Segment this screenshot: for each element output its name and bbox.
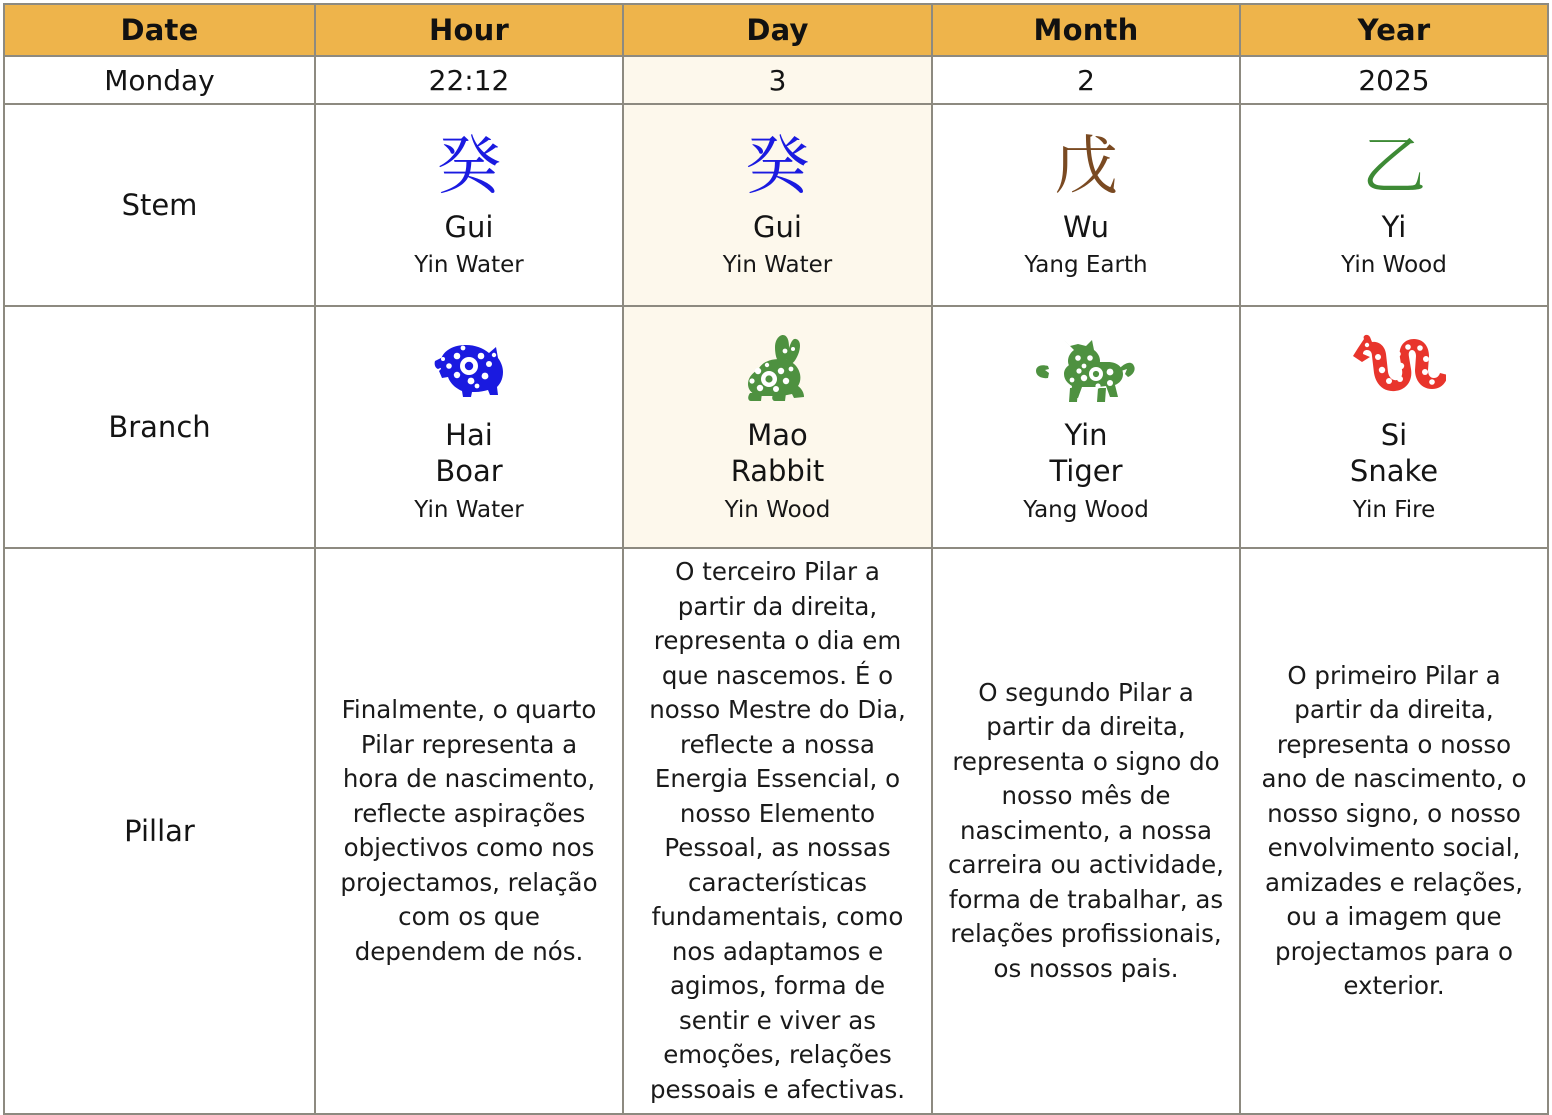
stem-cell-hour [315, 104, 623, 306]
stem-pinyin-year: Yi [1381, 209, 1407, 244]
pillar-description-month: O segundo Pilar a partir da direita, representa o signo do nosso mês de nascimento, a nossa carreira ou actividade, forma de trabalhar, as relações profissionais, os nossos pais. [948, 677, 1224, 983]
branch-element-month: Yang Wood [1023, 496, 1149, 523]
snake-icon [1339, 331, 1449, 409]
stem-pinyin-hour: Gui [444, 209, 494, 244]
date-day-value: 3 [623, 56, 932, 104]
branch-animal-month: Tiger [1049, 453, 1123, 488]
date-weekday-value: Monday [4, 56, 315, 104]
stem-element-month: Yang Earth [1024, 251, 1148, 278]
branch-element-year: Yin Fire [1352, 496, 1436, 523]
stem-pinyin-day: Gui [753, 209, 802, 244]
pillar-cell-day [623, 548, 932, 1114]
stem-pinyin-month: Wu [1062, 209, 1110, 244]
branch-animal-day: Rabbit [730, 453, 825, 488]
pillar-cell-hour [315, 548, 623, 1114]
column-header-day: Day [623, 4, 932, 56]
pillar-description-day: O terceiro Pilar a partir da direita, representa o dia em que nascemos. É o nosso Mestre do Dia, reflecte a nossa Energia Essencial, o nosso Elemento Pessoal, as nossas características fundamentais, como nos adaptamos e agimos, forma de sentir e viver as emoções, relações pessoais e afectivas. [649, 557, 906, 1104]
branch-cell-day [623, 306, 932, 548]
date-values-row [4, 56, 1548, 104]
stem-cell-year [1240, 104, 1548, 306]
date-year-value: 2025 [1240, 56, 1548, 104]
pillar-row [4, 548, 1548, 1114]
stem-hanzi-year: 乙 [1362, 129, 1426, 204]
table-header-row [4, 4, 1548, 56]
stem-element-day: Yin Water [722, 251, 833, 278]
branch-row [4, 306, 1548, 548]
column-header-month: Month [932, 4, 1240, 56]
row-label-branch: Branch [4, 306, 315, 548]
stem-element-year: Yin Wood [1341, 251, 1447, 278]
pillar-description-hour: Finalmente, o quarto Pilar representa a hora de nascimento, reflecte aspirações objectivos como nos projectamos, relação com os que dependem de nós. [340, 695, 598, 966]
branch-name-hour: Hai [445, 417, 493, 452]
boar-icon [414, 331, 524, 409]
bazi-chart-sheet [0, 3, 1552, 1104]
branch-name-month: Yin [1064, 417, 1108, 452]
column-header-hour: Hour [315, 4, 623, 56]
pillar-cell-year [1240, 548, 1548, 1114]
stem-hanzi-day: 癸 [745, 129, 810, 204]
branch-name-day: Mao [747, 417, 808, 452]
branch-cell-hour [315, 306, 623, 548]
branch-name-year: Si [1380, 417, 1408, 452]
branch-element-day: Yin Wood [724, 496, 831, 523]
pillar-description-year: O primeiro Pilar a partir da direita, representa o nosso ano de nascimento, o nosso signo, o nosso envolvimento social, amizades e relações, ou a imagem que projectamos para o exterior. [1261, 660, 1527, 1000]
stem-cell-month [932, 104, 1240, 306]
column-header-year: Year [1240, 4, 1548, 56]
column-header-date: Date [4, 4, 315, 56]
row-label-pillar: Pillar [4, 548, 315, 1114]
branch-cell-year [1240, 306, 1548, 548]
stem-element-hour: Yin Water [414, 251, 524, 278]
branch-animal-year: Snake [1349, 453, 1439, 488]
four-pillars-table [3, 3, 1549, 1115]
row-label-stem: Stem [4, 104, 315, 306]
date-month-value: 2 [932, 56, 1240, 104]
stem-cell-day [623, 104, 932, 306]
branch-element-hour: Yin Water [414, 496, 524, 523]
stem-hanzi-hour: 癸 [437, 129, 501, 204]
stem-hanzi-month: 戊 [1054, 129, 1118, 204]
date-hour-value: 22:12 [315, 56, 623, 104]
tiger-icon [1031, 331, 1141, 409]
branch-animal-hour: Boar [435, 453, 503, 488]
branch-cell-month [932, 306, 1240, 548]
rabbit-icon [723, 331, 833, 409]
stem-row [4, 104, 1548, 306]
pillar-cell-month [932, 548, 1240, 1114]
